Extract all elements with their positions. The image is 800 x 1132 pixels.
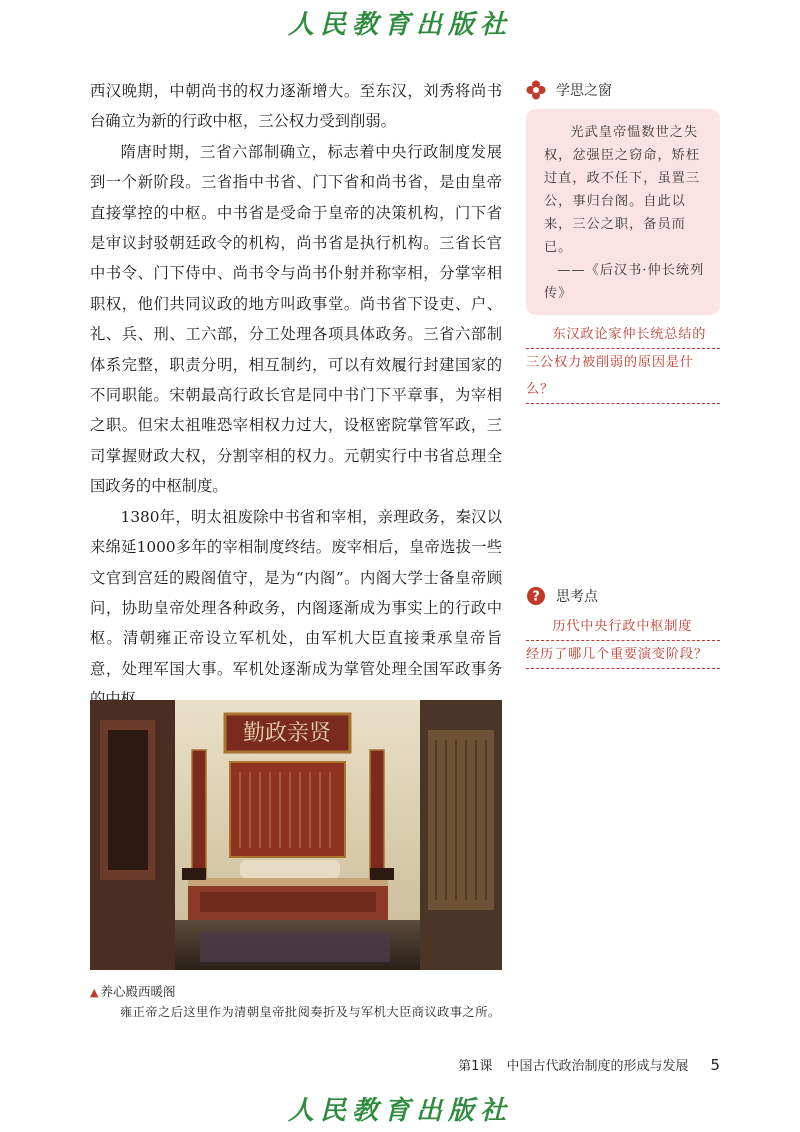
- window-question-line-1: 东汉政论家仲长统总结的: [526, 321, 720, 349]
- think-title: 思考点: [556, 589, 598, 605]
- paragraph-2: 隋唐时期，三省六部制确立，标志着中央行政制度发展到一个新阶段。三省指中书省、门下省和尚书省，是由皇帝直接掌控的中枢。中书省是受命于皇帝的决策机构，门下省是审议封驳朝廷政令的机构，尚书省是执行机构。三省长官中书令、门下侍中、尚书令与尚书仆射并称宰相，分掌宰相职权，他们共同议政的地方叫政事堂。尚书省下设吏、户、礼、兵、刑、工六部，分工处理各项具体政务。三省六部制体系完整，职责分明，相互制约，可以有效履行封建国家的不同职能。宋朝最高行政长官是同中书门下平章事，为宰相之职。但宋太祖唯恐宰相权力过大，设枢密院掌管军政，三司掌握财政大权，分割宰相的权力。元朝实行中书省总理全国政务的中枢制度。: [90, 142, 502, 496]
- svg-text:?: ?: [532, 589, 540, 605]
- photo-yangxindian: [90, 700, 502, 970]
- caption-title-text: 养心殿西暖阁: [100, 984, 176, 999]
- quote-text: 光武皇帝愠数世之失权，忿强臣之窃命，矫枉过直，政不任下，虽置三公，事归台阁。自此以来，三公之职，备员而已。: [544, 125, 701, 255]
- page-number: 5: [710, 1056, 720, 1074]
- window-question: [526, 321, 720, 404]
- publisher-logo-bottom: 人民教育出版社: [287, 1096, 512, 1126]
- think-question-line-1: 历代中央行政中枢制度: [526, 613, 720, 641]
- footer-title: 中国古代政治制度的形成与发展: [506, 1059, 689, 1074]
- triangle-icon: ▲: [90, 986, 99, 999]
- footer-lesson: 第1课: [458, 1059, 493, 1074]
- question-icon: [526, 586, 546, 606]
- think-header: [526, 583, 720, 609]
- sidebar-window: [526, 77, 720, 404]
- photo-caption-text: 雍正帝之后这里作为清朝皇帝批阅奏折及与军机大臣商议政事之所。: [120, 1005, 501, 1019]
- think-question: [526, 613, 720, 669]
- page-footer: [458, 1055, 720, 1074]
- publisher-logo-top: 人民教育出版社: [287, 10, 512, 40]
- window-header: [526, 77, 720, 103]
- photo-caption-title: [90, 982, 175, 1000]
- paragraph-1: 西汉晚期，中朝尚书的权力逐渐增大。至东汉，刘秀将尚书台确立为新的行政中枢，三公权力受到削弱。: [90, 82, 502, 131]
- flower-icon: [526, 80, 546, 100]
- sidebar-think: [526, 583, 720, 669]
- quote-box: [526, 109, 720, 315]
- think-question-line-2: 经历了哪几个重要演变阶段？: [526, 641, 720, 669]
- window-question-line-2: 三公权力被削弱的原因是什么？: [526, 349, 720, 404]
- quote-source: ——《后汉书·仲长统列传》: [544, 263, 705, 301]
- plaque-text: 勤政亲贤: [242, 721, 332, 746]
- window-title: 学思之窗: [556, 83, 612, 99]
- main-text: [90, 76, 502, 715]
- paragraph-3: 1380年，明太祖废除中书省和宰相，亲理政务，秦汉以来绵延1000多年的宰相制度终结。废宰相后，皇帝选拔一些文官到宫廷的殿阁值守，是为“内阁”。内阁大学士备皇帝顾问，协助皇帝处理各种政务，内阁逐渐成为事实上的行政中枢。清朝雍正帝设立军机处，由军机大臣直接秉承皇帝旨意，处理军国大事。军机处逐渐成为掌管处理全国军政事务: [90, 507, 502, 678]
